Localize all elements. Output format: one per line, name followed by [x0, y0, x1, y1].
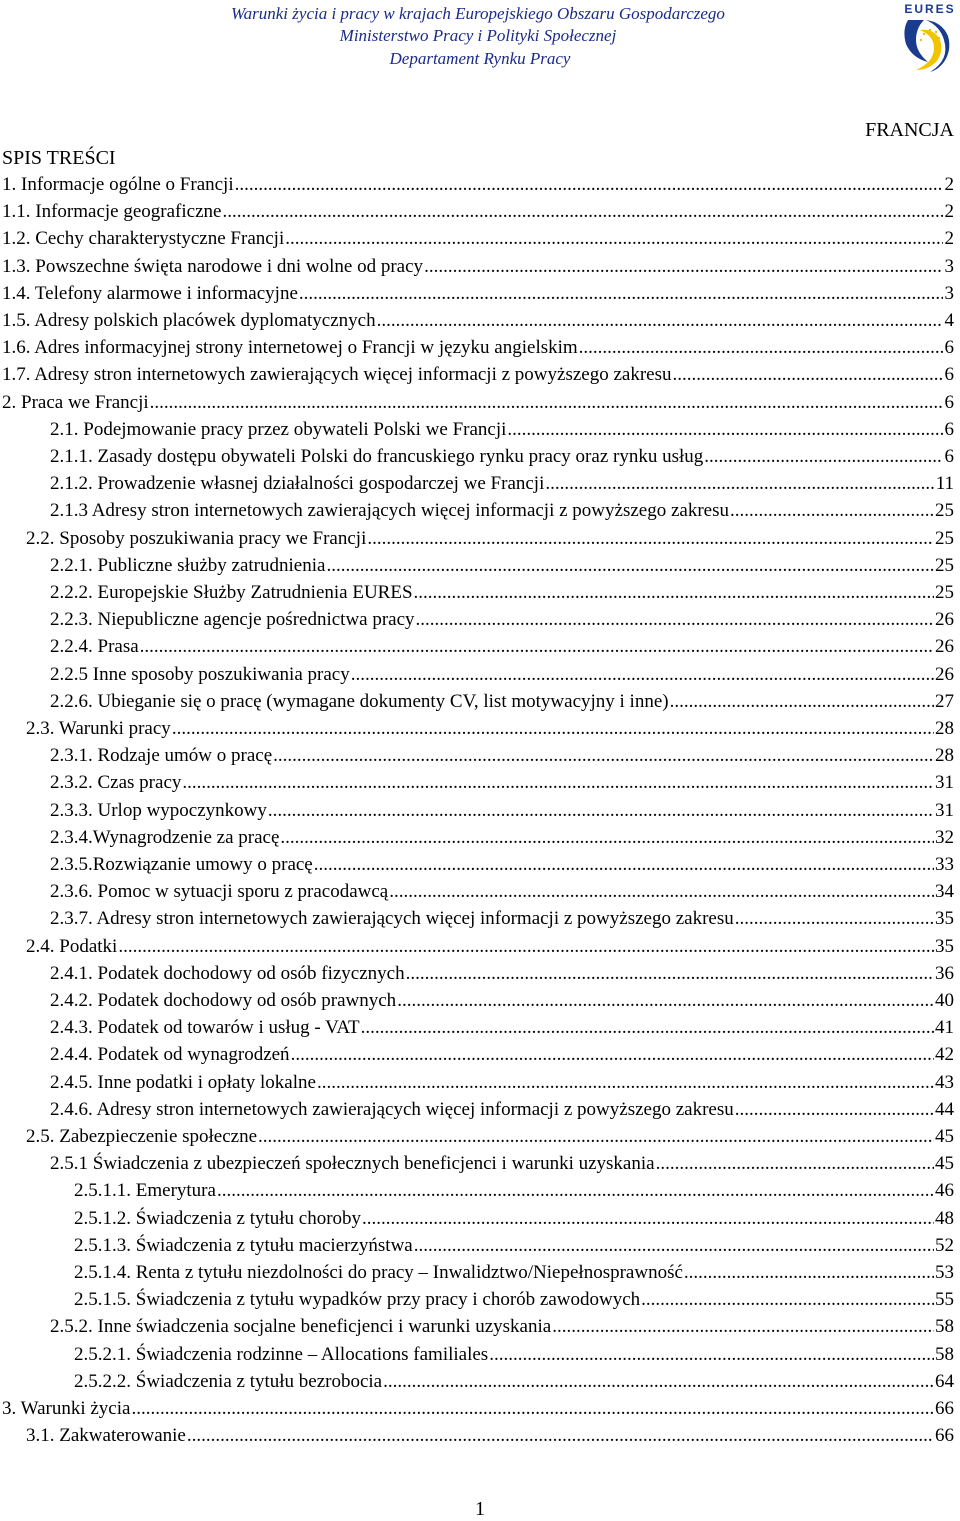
toc-entry[interactable] — [74, 1233, 954, 1260]
toc-title: SPIS TREŚCI — [2, 147, 116, 169]
toc-dot-leader — [235, 172, 943, 198]
toc-entry-label: 3.1. Zakwaterowanie — [26, 1425, 186, 1447]
toc-entry[interactable] — [50, 1097, 954, 1124]
toc-entry-page: 35 — [935, 908, 954, 930]
toc-entry-page: 52 — [935, 1234, 954, 1256]
toc-dot-leader — [217, 1178, 934, 1204]
toc-entry-label: 1.6. Adres informacyjnej strony internetowej o Francji w języku angielskim — [2, 337, 578, 359]
toc-entry-page: 45 — [935, 1153, 954, 1175]
toc-entry-label: 2.3. Warunki pracy — [26, 718, 171, 739]
toc-entry-page: 25 — [935, 582, 954, 603]
toc-entry-label: 2.5.2.2. Świadczenia z tytułu bezrobocia — [74, 1370, 383, 1392]
toc-entry-page: 6 — [944, 446, 954, 467]
page-number: 1 — [475, 1498, 485, 1520]
toc-entry-page: 6 — [944, 418, 954, 440]
toc-entry-label: 2.3.2. Czas pracy — [50, 772, 182, 794]
toc-dot-leader — [299, 281, 943, 307]
toc-entry-label: 1.4. Telefony alarmowe i informacyjne — [2, 282, 298, 304]
toc-entry-page: 2 — [944, 201, 954, 223]
toc-entry-page: 3 — [944, 282, 954, 304]
toc-dot-leader — [672, 362, 943, 388]
toc-entry-page: 25 — [935, 527, 954, 549]
toc-entry[interactable] — [50, 743, 954, 770]
toc-entry-page: 27 — [935, 690, 954, 712]
toc-entry-label: 1.3. Powszechne święta narodowe i dni wolne od pracy — [2, 255, 424, 277]
toc-entry[interactable] — [74, 1342, 954, 1369]
toc-entry-label: 2.3.4.Wynagrodzenie za pracę — [50, 826, 280, 848]
toc-entry-page: 26 — [935, 663, 954, 685]
toc-entry[interactable] — [50, 1015, 954, 1042]
toc-entry-label: 2.2. Sposoby poszukiwania pracy we Francji — [26, 527, 367, 549]
toc-entry-page: 28 — [935, 745, 954, 767]
toc-entry-page: 66 — [935, 1398, 954, 1419]
toc-entry-page: 64 — [935, 1370, 954, 1392]
toc-dot-leader — [351, 662, 934, 688]
toc-dot-leader — [383, 1369, 934, 1395]
toc-entry[interactable] — [50, 961, 954, 988]
toc-entry-page: 6 — [944, 337, 954, 359]
toc-entry[interactable] — [74, 1206, 954, 1233]
toc-dot-leader — [730, 498, 934, 524]
toc-entry[interactable] — [50, 879, 954, 906]
toc-entry-label: 2.3.6. Pomoc w sytuacji sporu z pracodawcą — [50, 881, 389, 903]
toc-entry-label: 2.5. Zabezpieczenie społeczne — [26, 1126, 258, 1147]
toc-entry[interactable] — [50, 770, 954, 797]
toc-entry[interactable] — [2, 308, 954, 335]
toc-entry-page: 6 — [944, 391, 954, 413]
toc-entry[interactable] — [26, 526, 954, 553]
toc-entry-page: 26 — [935, 609, 954, 631]
toc-entry-page: 31 — [935, 799, 954, 821]
toc-dot-leader — [326, 553, 934, 579]
toc-entry-page: 34 — [935, 881, 954, 903]
toc-dot-leader — [670, 689, 934, 715]
country-name: FRANCJA — [865, 119, 954, 141]
toc-dot-leader — [684, 1260, 934, 1286]
toc-entry-label: 2.2.2. Europejskie Służby Zatrudnienia EURES — [50, 582, 413, 603]
toc-dot-leader — [489, 1342, 934, 1368]
toc-entry-label: 2.4.1. Podatek dochodowy od osób fizycznych — [50, 962, 405, 984]
toc-dot-leader — [545, 471, 934, 497]
toc-dot-leader — [704, 444, 943, 470]
toc-entry[interactable] — [50, 1151, 954, 1178]
toc-entry[interactable] — [26, 1423, 954, 1450]
toc-entry-label: 2.4. Podatki — [26, 935, 118, 957]
toc-entry[interactable] — [50, 852, 954, 879]
toc-entry-label: 1.1. Informacje geograficzne — [2, 201, 222, 223]
toc-entry-label: 2.4.6. Adresy stron internetowych zawierających więcej informacji z powyższego zakresu — [50, 1098, 734, 1120]
toc-entry-label: 2.5.1.4. Renta z tytułu niezdolności do pracy – Inwalidztwo/Niepełnosprawność — [74, 1262, 683, 1283]
toc-entry-label: 2.1.2. Prowadzenie własnej działalności gospodarczej we Francji — [50, 473, 545, 495]
toc-dot-leader — [140, 634, 934, 660]
toc-entry[interactable] — [2, 390, 954, 417]
toc-dot-leader — [131, 1396, 934, 1422]
toc-entry-label: 2.3.5.Rozwiązanie umowy o pracę — [50, 854, 313, 875]
toc-entry[interactable] — [50, 580, 954, 607]
toc-entry-page: 43 — [935, 1071, 954, 1093]
toc-entry[interactable] — [50, 798, 954, 825]
toc-entry-label: 3. Warunki życia — [2, 1398, 131, 1419]
toc-dot-leader — [268, 798, 934, 824]
toc-entry-label: 2.1.3 Adresy stron internetowych zawierających więcej informacji z powyższego zakresu — [50, 500, 729, 522]
toc-dot-leader — [172, 716, 934, 742]
toc-entry-label: 2.2.4. Prasa — [50, 636, 139, 658]
toc-dot-leader — [367, 526, 934, 552]
toc-entry[interactable] — [26, 716, 954, 743]
eures-logo — [894, 0, 958, 78]
toc-entry[interactable] — [50, 417, 954, 444]
toc-entry-label: 2.5.1.5. Świadczenia z tytułu wypadków przy pracy i chorób zawodowych — [74, 1289, 641, 1311]
toc-entry[interactable] — [50, 634, 954, 661]
toc-dot-leader — [406, 961, 934, 987]
toc-entry-page: 2 — [944, 228, 954, 250]
toc-entry[interactable] — [50, 988, 954, 1015]
header-line-1: Warunki życia i pracy w krajach Europejskiego Obszaru Gospodarczego — [231, 4, 725, 23]
toc-entry-page: 35 — [935, 935, 954, 957]
toc-entry-label: 1. Informacje ogólne o Francji — [2, 174, 234, 195]
toc-dot-leader — [280, 825, 934, 851]
toc-entry-page: 66 — [935, 1425, 954, 1447]
toc-entry-label: 2.3.3. Urlop wypoczynkowy — [50, 799, 267, 821]
toc-dot-leader — [291, 1042, 934, 1068]
toc-entry[interactable] — [50, 662, 954, 689]
toc-dot-leader — [414, 580, 934, 606]
toc-entry-page: 41 — [935, 1017, 954, 1039]
toc-entry[interactable] — [26, 934, 954, 961]
toc-dot-leader — [507, 417, 943, 443]
toc-entry-label: 2.4.2. Podatek dochodowy od osób prawnych — [50, 990, 397, 1011]
toc-entry[interactable] — [26, 1124, 954, 1151]
toc-dot-leader — [416, 607, 934, 633]
toc-entry-page: 36 — [935, 962, 954, 984]
toc-entry[interactable] — [2, 254, 954, 281]
toc-entry[interactable] — [74, 1287, 954, 1314]
toc-entry-page: 4 — [944, 310, 954, 331]
toc-entry[interactable] — [2, 199, 954, 226]
toc-entry-label: 2.2.5 Inne sposoby poszukiwania pracy — [50, 663, 350, 685]
toc-entry-page: 6 — [944, 364, 954, 386]
toc-dot-leader — [285, 226, 943, 252]
toc-dot-leader — [222, 199, 943, 225]
toc-entry[interactable] — [50, 607, 954, 634]
toc-entry-label: 2.3.7. Adresy stron internetowych zawierających więcej informacji z powyższego zakresu — [50, 908, 734, 930]
toc-dot-leader — [273, 743, 934, 769]
toc-entry[interactable] — [50, 471, 954, 498]
toc-entry[interactable] — [2, 362, 954, 389]
toc-entry[interactable] — [50, 906, 954, 933]
toc-entry-page: 44 — [935, 1098, 954, 1120]
toc-entry-label: 2.1. Podejmowanie pracy przez obywateli Polski we Francji — [50, 418, 507, 440]
toc-entry-page: 53 — [935, 1262, 954, 1283]
toc-entry[interactable] — [50, 825, 954, 852]
header-line-3: Departament Rynku Pracy — [389, 49, 571, 68]
toc-entry-label: 2.5.1.2. Świadczenia z tytułu choroby — [74, 1207, 362, 1229]
toc-entry-page: 3 — [944, 255, 954, 277]
toc-entry-page: 33 — [935, 854, 954, 875]
toc-dot-leader — [579, 335, 943, 361]
toc-entry-page: 26 — [935, 636, 954, 658]
toc-entry[interactable] — [50, 444, 954, 471]
toc-entry-page: 2 — [944, 174, 954, 195]
toc-entry-label: 2.5.2.1. Świadczenia rodzinne – Allocations familiales — [74, 1343, 489, 1365]
toc-entry[interactable] — [2, 1396, 954, 1423]
toc-dot-leader — [735, 906, 934, 932]
toc-dot-leader — [552, 1314, 934, 1340]
toc-entry[interactable] — [74, 1260, 954, 1287]
toc-dot-leader — [118, 934, 934, 960]
toc-entry-label: 2.2.6. Ubieganie się o pracę (wymagane dokumenty CV, list motywacyjny i inne) — [50, 690, 669, 712]
toc-entry-label: 2.3.1. Rodzaje umów o pracę — [50, 745, 273, 767]
toc-dot-leader — [258, 1124, 934, 1150]
toc-entry-label: 1.5. Adresy polskich placówek dyplomatycznych — [2, 310, 376, 331]
toc-entry-page: 25 — [935, 500, 954, 522]
toc-entry-page: 32 — [935, 826, 954, 848]
toc-dot-leader — [314, 852, 934, 878]
toc-entry-label: 2.4.4. Podatek od wynagrodzeń — [50, 1044, 290, 1066]
toc-dot-leader — [389, 879, 934, 905]
toc-entry[interactable] — [50, 689, 954, 716]
toc-dot-leader — [377, 308, 943, 334]
toc-entry[interactable] — [74, 1369, 954, 1396]
toc-entry-label: 1.2. Cechy charakterystyczne Francji — [2, 228, 285, 250]
toc-entry[interactable] — [2, 226, 954, 253]
toc-dot-leader — [641, 1287, 934, 1313]
toc-entry[interactable] — [74, 1178, 954, 1205]
toc-entry[interactable] — [50, 1070, 954, 1097]
toc-entry[interactable] — [50, 1042, 954, 1069]
toc-entry-page: 31 — [935, 772, 954, 794]
toc-entry-label: 2.1.1. Zasady dostępu obywateli Polski do francuskiego rynku pracy oraz rynku usług — [50, 446, 704, 467]
toc-entry-page: 58 — [935, 1316, 954, 1338]
toc-entry-page: 45 — [935, 1126, 954, 1147]
toc-entry-label: 2.4.5. Inne podatki i opłaty lokalne — [50, 1071, 316, 1093]
toc-entry-label: 2.2.3. Niepubliczne agencje pośrednictwa pracy — [50, 609, 415, 631]
toc-entry-label: 2.5.2. Inne świadczenia socjalne beneficjenci i warunki uzyskania — [50, 1316, 552, 1338]
toc-entry-label: 2.5.1.1. Emerytura — [74, 1180, 216, 1202]
toc-entry-page: 46 — [935, 1180, 954, 1202]
toc-entry-page: 40 — [935, 990, 954, 1011]
toc-entry-page: 55 — [935, 1289, 954, 1311]
toc-dot-leader — [735, 1097, 934, 1123]
header-line-2: Ministerstwo Pracy i Polityki Społecznej — [339, 26, 617, 45]
toc-entry-label: 2. Praca we Francji — [2, 391, 149, 413]
toc-dot-leader — [397, 988, 934, 1014]
toc-entry[interactable] — [2, 281, 954, 308]
toc-entry[interactable] — [2, 335, 954, 362]
toc-dot-leader — [317, 1070, 934, 1096]
toc-entry[interactable] — [50, 1314, 954, 1341]
toc-entry[interactable] — [50, 553, 954, 580]
toc-dot-leader — [361, 1015, 934, 1041]
toc-entry-label: 2.2.1. Publiczne służby zatrudnienia — [50, 554, 326, 576]
toc-entry-page: 58 — [935, 1343, 954, 1365]
toc-entry-page: 11 — [935, 473, 954, 495]
toc-dot-leader — [424, 254, 943, 280]
toc-dot-leader — [656, 1151, 934, 1177]
toc-entry[interactable] — [50, 498, 954, 525]
toc-entry-label: 2.5.1 Świadczenia z ubezpieczeń społecznych beneficjenci i warunki uzyskania — [50, 1153, 655, 1175]
toc-entry[interactable] — [2, 172, 954, 199]
toc-entry-page: 48 — [935, 1207, 954, 1229]
toc-dot-leader — [362, 1206, 934, 1232]
toc-entry-page: 25 — [935, 554, 954, 576]
toc-entry-label: 1.7. Adresy stron internetowych zawierających więcej informacji z powyższego zakresu — [2, 364, 672, 386]
toc-dot-leader — [414, 1233, 934, 1259]
toc-dot-leader — [150, 390, 943, 416]
toc-entry-page: 28 — [935, 718, 954, 739]
toc-dot-leader — [182, 770, 934, 796]
eures-logo-text: EURES — [904, 2, 956, 16]
toc-dot-leader — [187, 1423, 934, 1449]
toc-entry-label: 2.5.1.3. Świadczenia z tytułu macierzyństwa — [74, 1234, 413, 1256]
toc-entry-page: 42 — [935, 1044, 954, 1066]
toc-entry-label: 2.4.3. Podatek od towarów i usług - VAT — [50, 1017, 360, 1039]
